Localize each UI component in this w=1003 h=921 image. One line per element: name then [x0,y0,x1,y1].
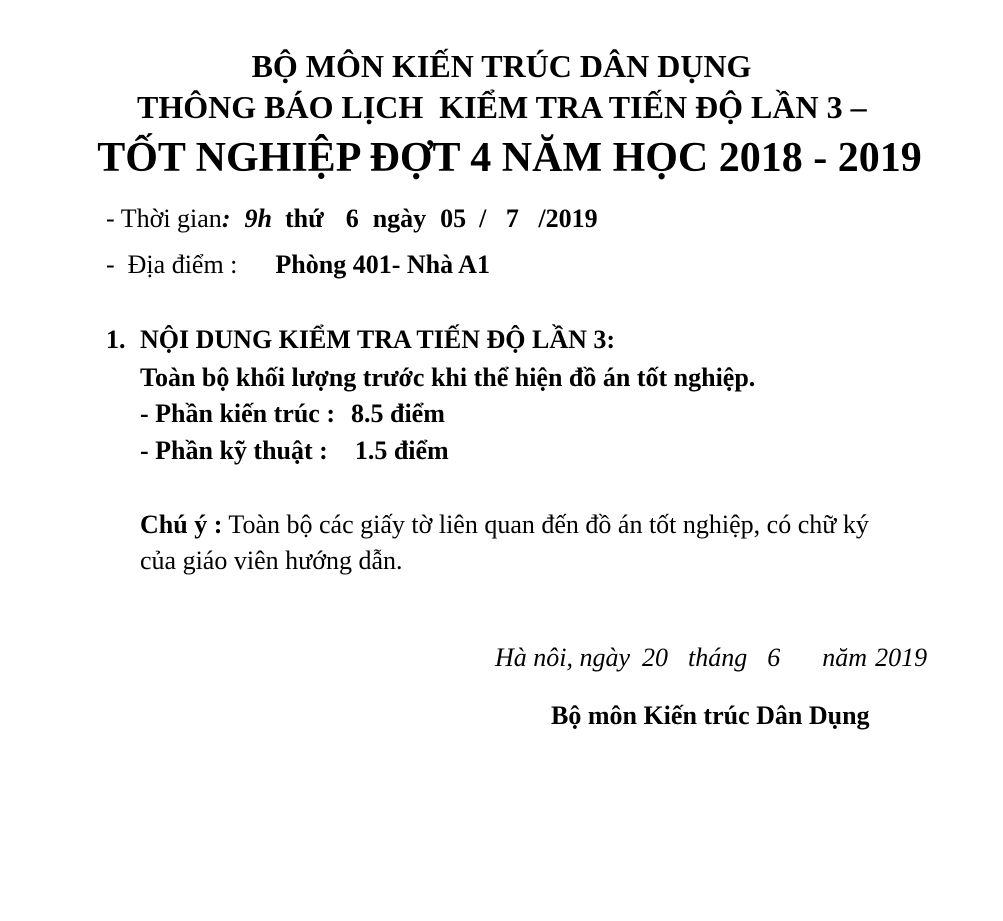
footer-date [495,645,927,671]
time-label: - Thời gian [106,204,222,233]
note-line-2: của giáo viên hướng dẫn. [140,546,403,575]
time-day-word: ngày [372,204,427,233]
header-title-department: BỘ MÔN KIẾN TRÚC DÂN DỤNG [251,48,752,84]
time-weekday: 6 [345,204,359,233]
date-year: 2019 [875,643,928,672]
time-hour: 9h [244,204,272,233]
time-year: 2019 [545,204,598,233]
note-label: Chú ý : [140,510,223,539]
date-month-word: tháng [688,643,748,672]
time-colon: : [221,204,231,233]
score-architecture-value: 8.5 điểm [351,399,445,428]
place-value: Phòng 401- Nhà A1 [275,250,490,279]
header-title-graduation: TỐT NGHIỆP ĐỢT 4 NĂM HỌC 2018 - 2019 [97,135,922,181]
time-month: 7 [505,204,519,233]
date-day: 20 [642,643,669,672]
note-line-1 [140,512,869,538]
section-heading [106,327,615,353]
score-architecture-label: - Phần kiến trúc : [140,399,335,428]
score-architecture [140,401,445,427]
score-technical [140,438,449,464]
date-year-word: năm [822,643,868,672]
section-title: NỘI DUNG KIỂM TRA TIẾN ĐỘ LẦN 3: [140,325,616,354]
date-month: 6 [767,643,781,672]
header-title-notice: THÔNG BÁO LỊCH KIỂM TRA TIẾN ĐỘ LẦN 3 – [137,89,867,125]
section-number: 1. [106,325,126,354]
note-text-1: Toàn bộ các giấy tờ liên quan đến đồ án tốt nghiệp, có chữ ký [222,510,869,539]
schedule-time-line: - Thời gian: 9h thứ 6 ngày 05 / 7 /2019 [106,204,598,233]
section-scope: Toàn bộ khối lượng trước khi thể hiện đồ án tốt nghiệp. [140,363,756,392]
schedule-place-line [106,252,490,278]
score-technical-value: 1.5 điểm [354,436,449,465]
date-place: Hà nôi, ngày [495,643,631,672]
footer-signature: Bộ môn Kiến trúc Dân Dụng [551,701,870,730]
score-technical-label: - Phần kỹ thuật : [140,436,328,465]
time-weekday-word: thứ [284,204,324,233]
time-day: 05 [440,204,467,233]
place-label: - Địa điểm : [106,250,238,279]
